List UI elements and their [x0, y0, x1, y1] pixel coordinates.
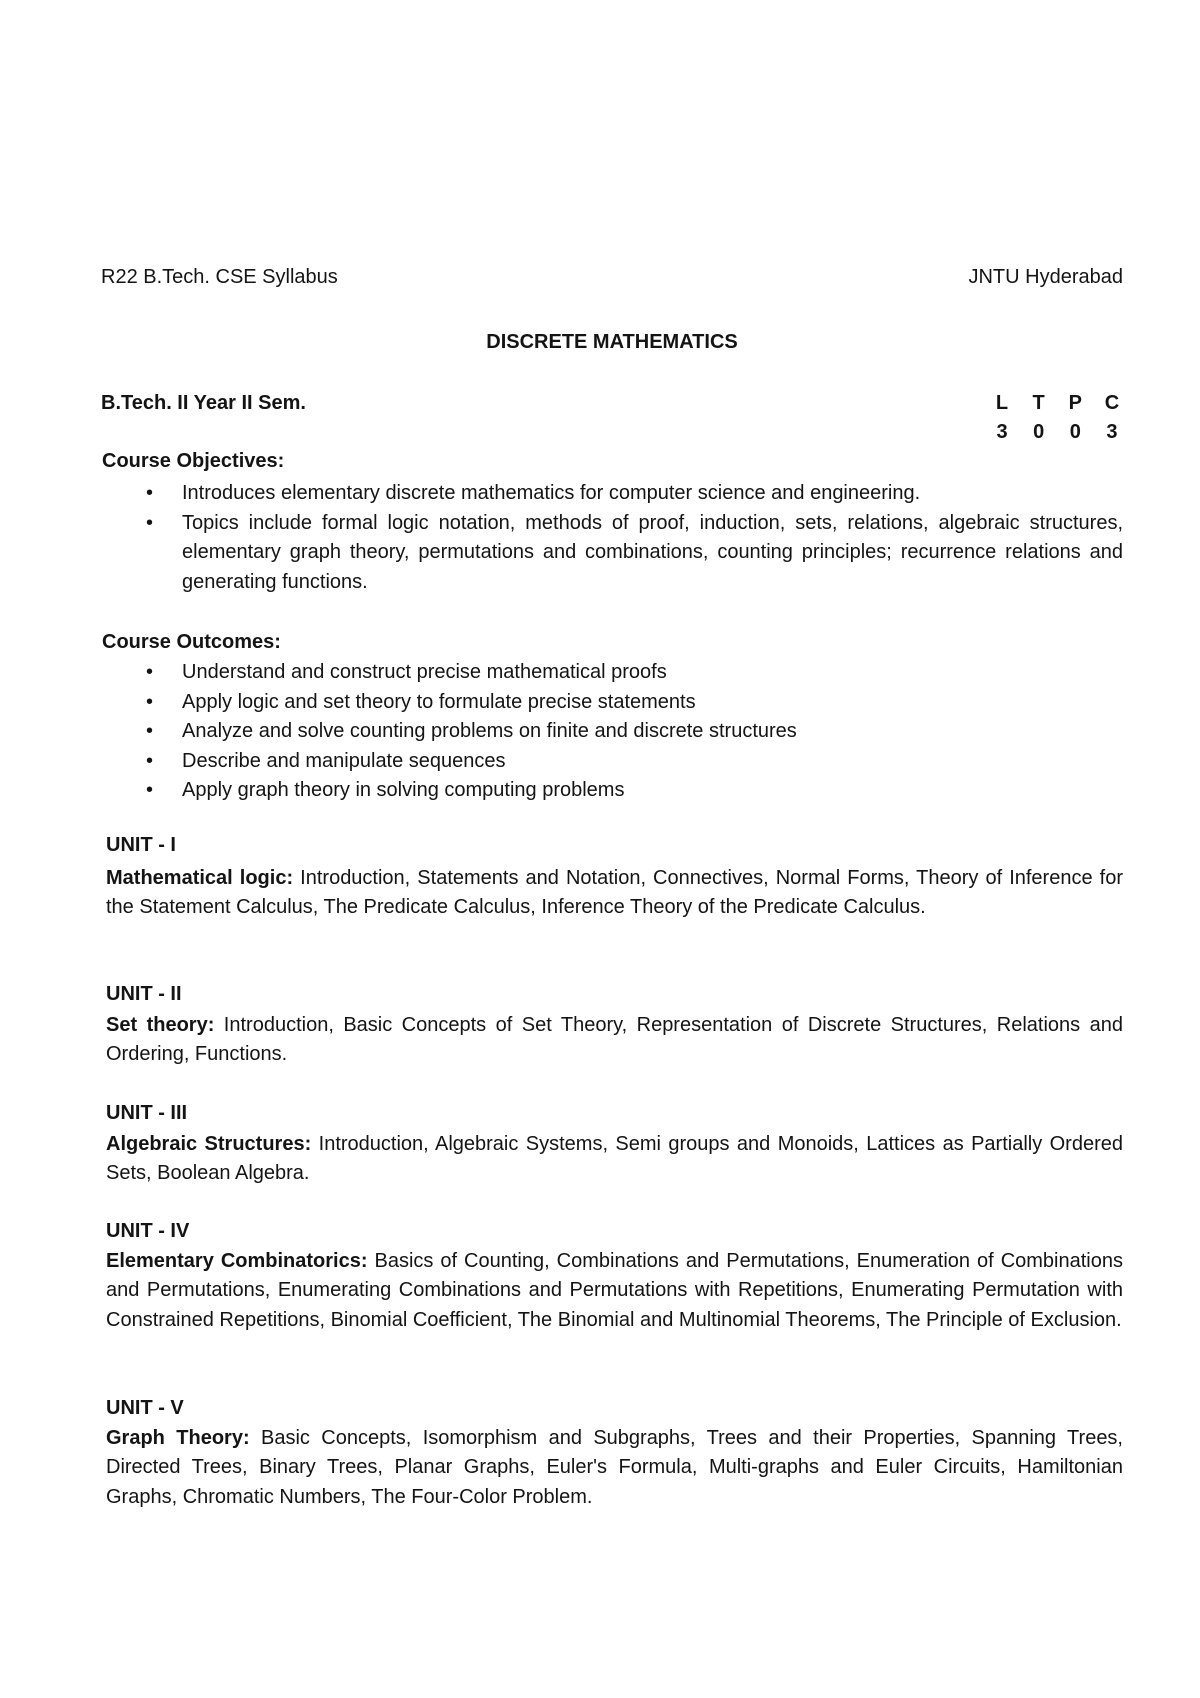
unit-2-text: Introduction, Basic Concepts of Set Theory, Representation of Discrete Structures, Relations and Ordering, Functions.: [106, 1014, 1123, 1066]
bullet-icon: •: [146, 511, 154, 534]
unit-3-content: [106, 1130, 1123, 1189]
unit-2-topic: Set theory:: [106, 1014, 215, 1036]
unit-5-text: Basic Concepts, Isomorphism and Subgraphs, Trees and their Properties, Spanning Trees, Directed Trees, Binary Trees, Planar Graphs, Euler's Formula, Multi-graphs and Euler Circuits, Hamiltonian Graphs, Chromatic Numbers, The Four-Color Problem.: [106, 1427, 1123, 1508]
unit-1-topic: Mathematical logic:: [106, 867, 294, 889]
unit-1-text: Introduction, Statements and Notation, Connectives, Normal Forms, Theory of Inference for the Statement Calculus, The Predicate Calculus, Inference Theory of the Predicate Calculus.: [106, 867, 1123, 919]
outcomes-heading: Course Outcomes:: [102, 631, 281, 653]
list-item: [146, 688, 1123, 718]
credit-label-l: L: [995, 392, 1009, 414]
semester-label: B.Tech. II Year II Sem.: [101, 392, 306, 414]
unit-2-content: [106, 1011, 1123, 1070]
unit-4-heading: UNIT - IV: [106, 1220, 190, 1242]
unit-1-content: [106, 864, 1123, 923]
credits-values: [992, 421, 1122, 444]
list-item: [146, 717, 1123, 747]
bullet-icon: •: [146, 720, 154, 742]
unit-4-text: Basics of Counting, Combinations and Permutations, Enumeration of Combinations and Permutations, Enumerating Combinations and Permutations with Repetitions, Enumerating Permutation with Constrained Repetitions, Binomial Coefficient, The Binomial and Multinomial Theorems, The Principle of Exclusion.: [106, 1250, 1123, 1331]
unit-5-content: [106, 1424, 1123, 1512]
outcomes-list: [146, 658, 1123, 806]
unit-2-heading: UNIT - II: [106, 983, 182, 1005]
outcome-text: Apply graph theory in solving computing problems: [182, 779, 625, 801]
list-item: [146, 509, 1123, 598]
unit-5-heading: UNIT - V: [106, 1397, 184, 1419]
credit-label-t: T: [1032, 392, 1045, 414]
unit-3-text: Introduction, Algebraic Systems, Semi groups and Monoids, Lattices as Partially Ordered Sets, Boolean Algebra.: [106, 1133, 1123, 1185]
credit-value-t: 0: [1033, 421, 1045, 443]
header-left: R22 B.Tech. CSE Syllabus: [101, 266, 338, 288]
list-item: [146, 747, 1123, 777]
unit-1-heading: UNIT - I: [106, 834, 176, 856]
credit-value-c: 3: [1106, 421, 1118, 443]
credit-label-p: P: [1068, 392, 1082, 414]
objectives-heading: Course Objectives:: [102, 450, 285, 472]
outcome-text: Describe and manipulate sequences: [182, 749, 506, 772]
outcome-text: Apply logic and set theory to formulate precise statements: [182, 690, 696, 713]
objective-text: Introduces elementary discrete mathematics for computer science and engineering.: [182, 482, 921, 504]
bullet-icon: •: [146, 749, 154, 772]
page-title: DISCRETE MATHEMATICS: [486, 331, 738, 353]
bullet-icon: •: [146, 690, 154, 713]
unit-3-topic: Algebraic Structures:: [106, 1133, 312, 1155]
bullet-icon: •: [146, 482, 154, 504]
list-item: [146, 658, 1123, 688]
unit-4-topic: Elementary Combinatorics:: [106, 1250, 368, 1272]
objective-text: Topics include formal logic notation, methods of proof, induction, sets, relations, algebraic structures, elementary graph theory, permutations and combinations, counting principles; recurrence relations and generating functions.: [182, 511, 1123, 593]
outcome-text: Analyze and solve counting problems on finite and discrete structures: [182, 720, 797, 742]
credit-label-c: C: [1104, 392, 1120, 414]
list-item: [146, 479, 1123, 509]
header-right: JNTU Hyderabad: [968, 266, 1123, 288]
outcome-text: Understand and construct precise mathematical proofs: [182, 661, 667, 683]
bullet-icon: •: [146, 779, 154, 801]
bullet-icon: •: [146, 661, 154, 683]
unit-4-content: [106, 1247, 1123, 1335]
unit-5-topic: Graph Theory:: [106, 1427, 250, 1449]
credits-labels: [992, 392, 1122, 415]
list-item: [146, 776, 1123, 806]
credit-value-l: 3: [996, 421, 1008, 443]
objectives-list: [146, 479, 1123, 597]
unit-3-heading: UNIT - III: [106, 1102, 188, 1124]
credit-value-p: 0: [1069, 421, 1081, 443]
